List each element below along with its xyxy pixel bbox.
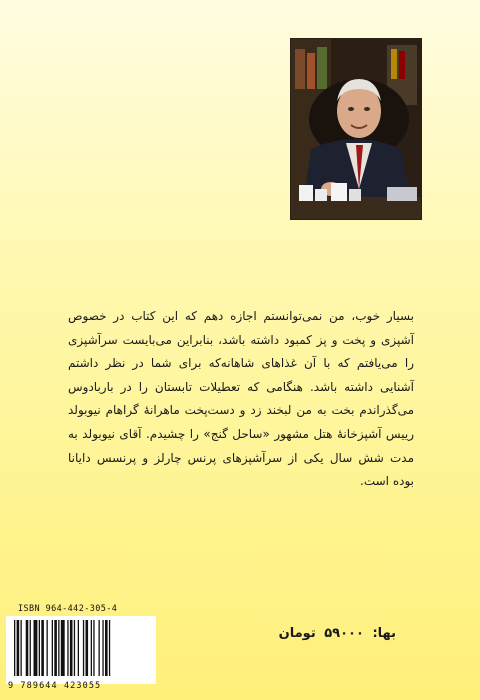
barcode-image <box>6 616 156 684</box>
price-tag <box>275 626 396 641</box>
price-currency: تومان <box>278 626 316 641</box>
isbn-barcode <box>4 604 168 696</box>
isbn-label: ISBN 964-442-305-4 <box>18 604 118 614</box>
ean-digits: 9 789644 423055 <box>8 681 102 691</box>
author-portrait-icon <box>291 39 421 219</box>
author-photo <box>290 38 422 220</box>
back-cover-text <box>68 305 414 494</box>
back-cover-paragraph: بسیار خوب، من نمی‌توانستم اجازه دهم که این کتاب در خصوص آشپزی و پخت و پز کمبود داشته باشد، بنابراین می‌بایست سرآشپزی را می‌یافتم که با آن غذاهای شاهانه‌که برای شما در نظر داشتم آشنایی داشته باشد. هنگامی که تعطیلات تابستان را در باربادوس می‌گذراندم بخت به من لبخند زد و دست‌پخت ماهرانهٔ گراهام نیوبولد رییس آشپزخانهٔ هتل مشهور «ساحل گنج» را چشیدم. آقای نیوبولد به مدت شش سال یکی از سرآشپزهای پرنس چارلز و پرنسس دایانا بوده است. <box>68 309 414 489</box>
price-label: بها: <box>372 626 396 641</box>
price-amount: ۵۹۰۰۰ <box>324 626 364 641</box>
barcode-bars-icon <box>6 616 156 680</box>
